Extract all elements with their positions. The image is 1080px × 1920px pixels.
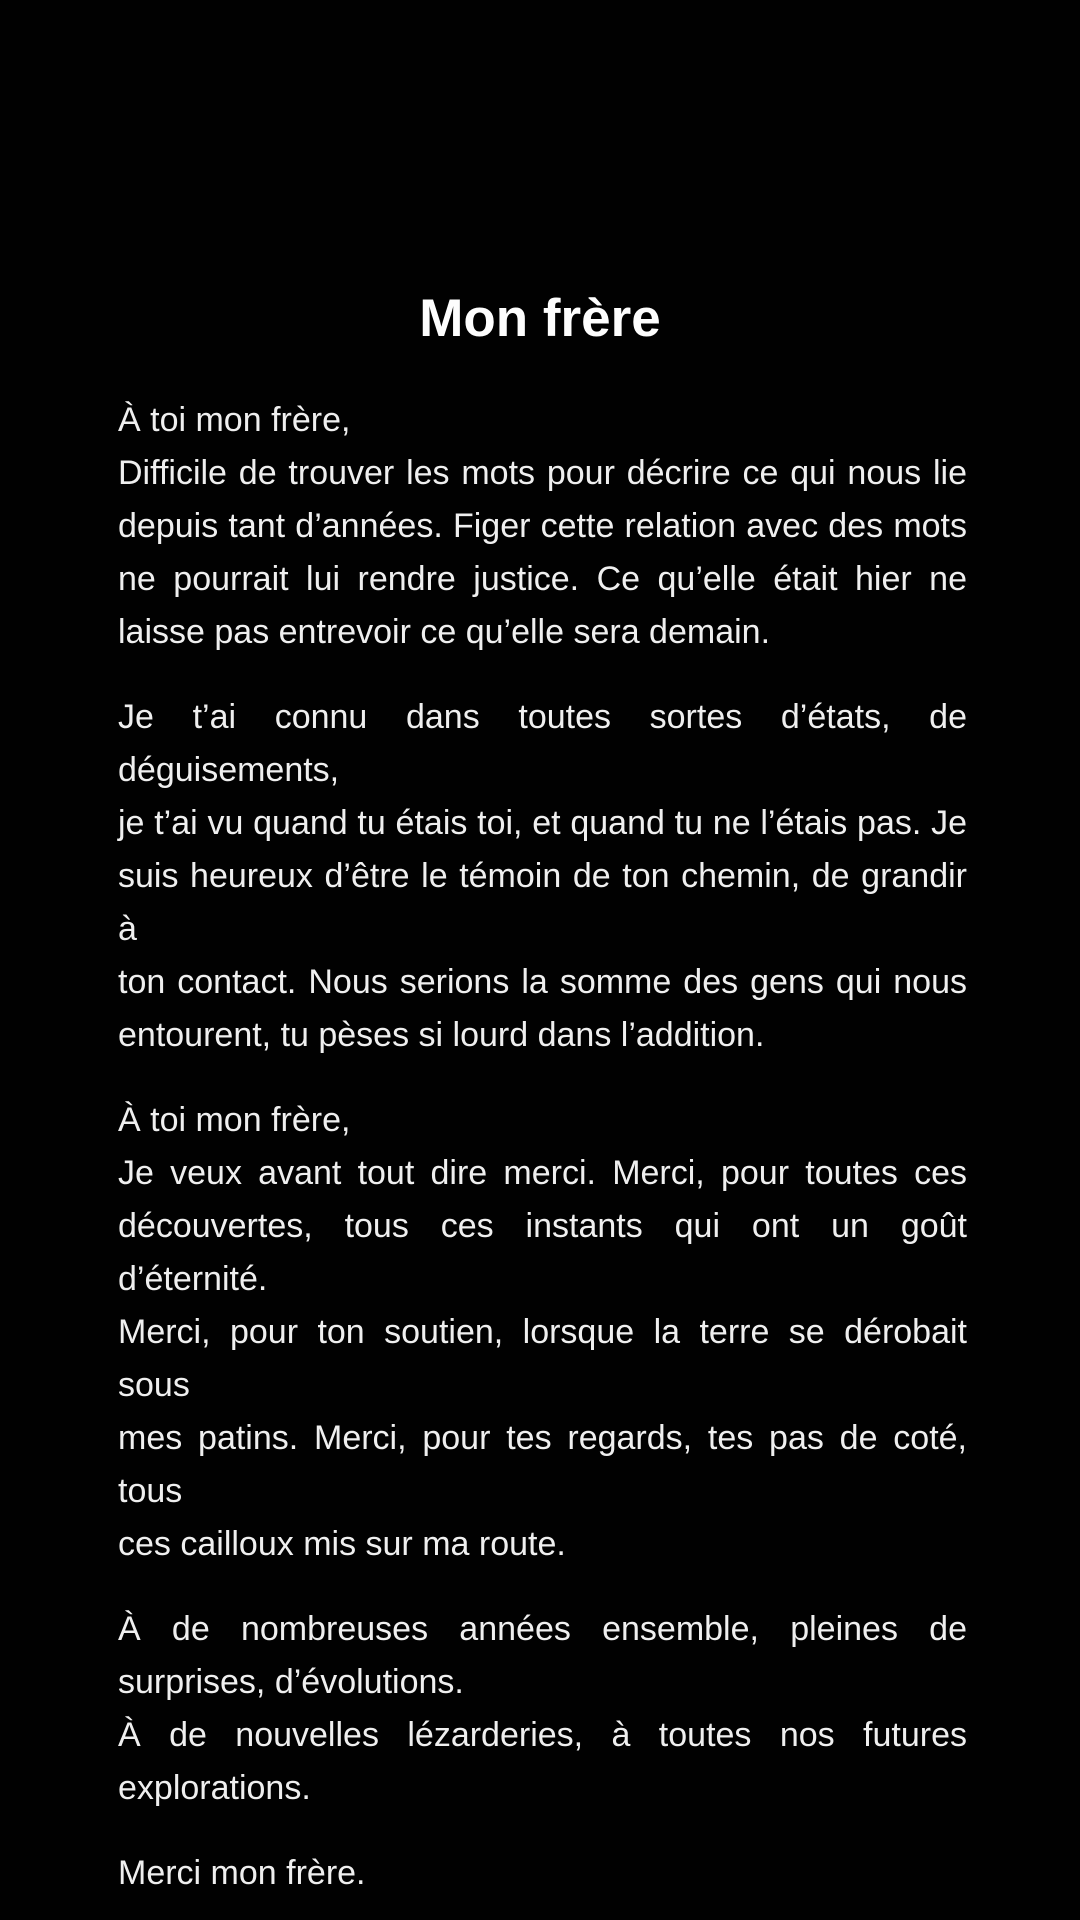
paragraph (118, 1094, 967, 1571)
text-line: laisse pas entrevoir ce qu’elle sera demain. (118, 613, 771, 651)
text-line: entourent, tu pèses si lourd dans l’addition. (118, 1016, 765, 1054)
text-line: À de nombreuses années ensemble, pleines de (118, 1610, 967, 1648)
text-line: Merci mon frère. (118, 1854, 366, 1892)
text-line: surprises, d’évolutions. (118, 1663, 464, 1701)
text-line: je t’ai vu quand tu étais toi, et quand tu ne l’étais pas. Je (118, 804, 967, 842)
page-title: Mon frère (419, 289, 661, 348)
paragraph (118, 691, 967, 1062)
text-line: Merci, pour ton soutien, lorsque la terre se dérobait sous (118, 1313, 967, 1404)
text-line: À de nouvelles lézarderies, à toutes nos futures (118, 1716, 967, 1754)
text-line: À toi mon frère, (118, 1101, 351, 1139)
text-line: Je veux avant tout dire merci. Merci, pour toutes ces (118, 1154, 967, 1192)
letter-body (118, 394, 967, 1900)
paragraph (118, 1847, 967, 1900)
text-line: ton contact. Nous serions la somme des gens qui nous (118, 963, 967, 1001)
text-line: mes patins. Merci, pour tes regards, tes pas de coté, tous (118, 1419, 967, 1510)
text-line: Je t’ai connu dans toutes sortes d’états, de déguisements, (118, 698, 967, 789)
text-line: ne pourrait lui rendre justice. Ce qu’elle était hier ne (118, 560, 967, 598)
text-line: suis heureux d’être le témoin de ton chemin, de grandir à (118, 857, 967, 948)
text-line: depuis tant d’années. Figer cette relation avec des mots (118, 507, 967, 545)
text-line: découvertes, tous ces instants qui ont un goût d’éternité. (118, 1207, 967, 1298)
text-line: explorations. (118, 1769, 311, 1807)
text-line: ces cailloux mis sur ma route. (118, 1525, 566, 1563)
paragraph (118, 1603, 967, 1815)
text-line: Difficile de trouver les mots pour décrire ce qui nous lie (118, 454, 967, 492)
text-line: À toi mon frère, (118, 401, 351, 439)
paragraph (118, 394, 967, 659)
